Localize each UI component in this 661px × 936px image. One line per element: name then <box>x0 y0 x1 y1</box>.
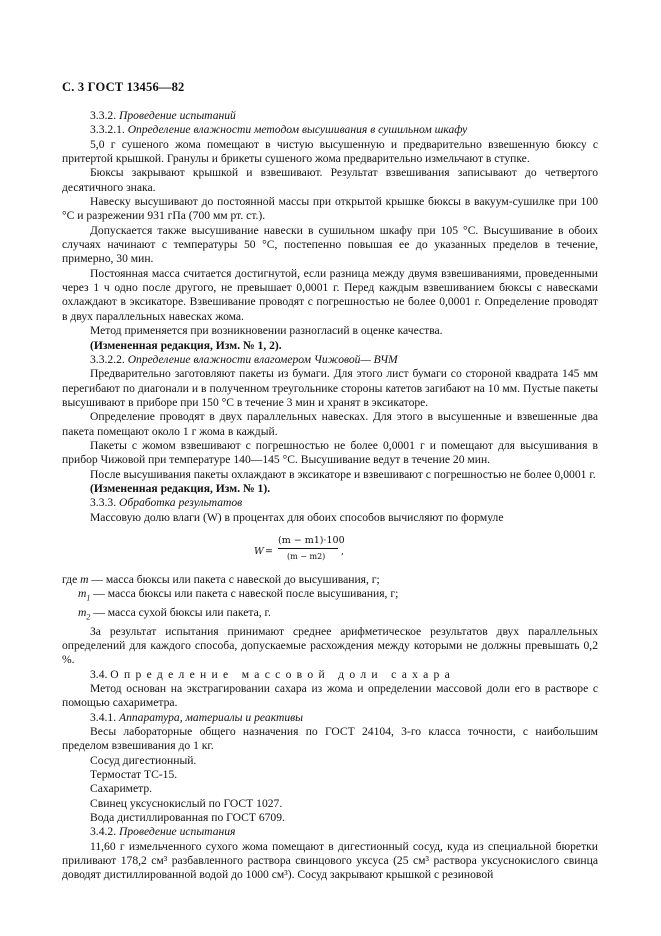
paragraph-p5 <box>62 195 598 224</box>
paragraph-q2 <box>62 668 598 682</box>
paragraph-text: Вода дистиллированная по ГОСТ 6709. <box>90 811 285 825</box>
paragraphs-block-2 <box>62 625 598 883</box>
paragraph-text: (Измененная редакция, Изм. № 1, 2). <box>90 338 282 352</box>
fraction-bar <box>278 548 338 549</box>
paragraph-text: Термостат ТС-15. <box>90 768 178 782</box>
variable-definitions <box>62 573 598 625</box>
paragraph-text: Свинец уксуснокислый по ГОСТ 1027. <box>90 796 283 810</box>
paragraph-text: Метод основан на экстрагировании сахара из жома и определении массовой доли его в растворе с помощью сахариметра. <box>62 682 598 710</box>
variable-subscript: 1 <box>86 593 91 603</box>
paragraph-text: Массовую долю влаги (W) в процентах для обоих способов вычисляют по формуле <box>90 510 504 524</box>
paragraph-text: 3.3.2. <box>90 109 119 122</box>
paragraph-text: Сосуд дигестионный. <box>90 753 197 767</box>
paragraph-p6 <box>62 224 598 267</box>
definition-text: — масса бюксы или пакета с навеской до высушивания, г; <box>88 572 380 586</box>
paragraph-q10 <box>62 811 598 825</box>
paragraph-q11 <box>62 825 598 839</box>
paragraph-q6 <box>62 754 598 768</box>
paragraph-text: Пакеты с жомом взвешивают с погрешностью не более 0,0001 г и помещают для высушивания в прибор Чижовой при температуре 140—145 °С. Высушивание ведут в течение 20 мин. <box>62 438 598 467</box>
section-title: Проведение испытаний <box>118 109 236 122</box>
paragraph-q3 <box>62 682 598 711</box>
formula-numerator: (m − m1)·100 <box>278 534 345 546</box>
paragraph-text: За результат испытания принимают среднее арифметическое результатов двух параллельных определений для каждого способа, допускаемые расхождения между которыми не должны превышать 0,2 %. <box>62 624 598 667</box>
section-title: Определение влажности методом высушивания в сушильном шкафу <box>127 123 468 137</box>
paragraph-p10 <box>62 353 598 367</box>
paragraph-text: После высушивания пакеты охлаждают в эксикаторе и взвешивают с погрешностью не более 0,0001 г. <box>90 467 596 481</box>
paragraph-text: 3.3.3. <box>90 496 119 510</box>
definition-prefix: где <box>62 572 81 586</box>
page-header: С. 3 ГОСТ 13456—82 <box>62 80 185 94</box>
formula-denominator: (m − m2) <box>287 551 326 561</box>
definition-d3 <box>62 606 598 625</box>
moisture-formula <box>62 525 598 573</box>
paragraph-p17 <box>62 511 598 525</box>
paragraph-p8 <box>62 324 598 338</box>
paragraph-p13 <box>62 439 598 468</box>
paragraph-text: Допускается также высушивание навески в сушильном шкафу при 105 °С. Высушивание в обоих случаях начинают с температуры 50 °С, постепенно повышая ее до указанных пределов в течение, примерно, 30 мин. <box>62 223 598 266</box>
paragraph-q5 <box>62 725 598 754</box>
document-body <box>62 109 598 883</box>
paragraph-p14 <box>62 468 598 482</box>
paragraph-text: 3.4.2. <box>90 825 119 839</box>
paragraph-text: Постоянная масса считается достигнутой, если разница между двумя взвешиваниями, проведенными через 1 ч одно после другого, не превышает 0,0001 г. Перед каждым взвешиванием бюксы с навесками охлаждают в эксикаторе. Взвешивание проводят с погрешностью не более 0,0001 г. Определение проводят в двух параллельных навесках жома. <box>62 266 598 323</box>
paragraph-p11 <box>62 367 598 410</box>
variable-subscript: 2 <box>86 612 91 622</box>
formula-equals: = <box>265 545 273 557</box>
paragraph-text: 3.4.1. <box>90 710 119 724</box>
paragraph-text: 3.3.2.2. <box>90 352 128 366</box>
definition-text: — масса бюксы или пакета с навеской после высушивания, г; <box>90 587 399 601</box>
paragraph-text: 11,60 г измельченного сухого жома помещают в дигестионный сосуд, куда из специальной бюретки приливают 178,2 см³ разбавленного раствора свинцового уксуса (25 см³ раствора уксуснокислого свинца доводят дистиллированной водой до 1000 см³). Сосуд закрывают крышкой с резиновой <box>62 839 598 882</box>
section-title: Аппаратура, материалы и реактивы <box>118 710 304 724</box>
paragraph-q8 <box>62 782 598 796</box>
paragraphs-block-1 <box>62 109 598 525</box>
paragraph-text: (Измененная редакция, Изм. № 1). <box>90 481 271 495</box>
paragraph-text: 3.4. <box>90 667 111 681</box>
definition-d2 <box>62 587 598 606</box>
formula-comma: , <box>341 545 345 557</box>
paragraph-q7 <box>62 768 598 782</box>
definition-text: — масса сухой бюксы или пакета, г. <box>90 605 271 619</box>
paragraph-p1 <box>62 109 598 123</box>
paragraph-p7 <box>62 267 598 324</box>
paragraph-text: Навеску высушивают до постоянной массы при открытой крышке бюксы в вакуум-сушилке при 100 °С и разрежении 931 гПа (700 мм рт. ст.). <box>62 195 598 223</box>
paragraph-text: Метод применяется при возникновении разногласий в оценке качества. <box>90 324 443 338</box>
paragraph-p15 <box>62 482 598 496</box>
section-title-spaced: Определение массовой доли сахара <box>110 667 456 681</box>
definition-d1 <box>62 573 598 587</box>
paragraph-q4 <box>62 711 598 725</box>
paragraph-text: Предварительно заготовляют пакеты из бумаги. Для этого лист бумаги со стороной квадрата 145 мм перегибают по диагонали и в полученном треугольнике стороны катетов загибают на 10 мм. Пустые пакеты высушивают в приборе при 150 °С в течение 3 мин и хранят в эксикаторе. <box>62 367 598 409</box>
section-title: Определение влажности влагомером Чижовой— ВЧМ <box>127 352 398 366</box>
paragraph-q12 <box>62 840 598 883</box>
paragraph-text: Сахариметр. <box>90 782 153 796</box>
paragraph-p16 <box>62 496 598 510</box>
variable-symbol: m <box>80 572 89 586</box>
paragraph-p12 <box>62 410 598 439</box>
paragraph-p3 <box>62 138 598 167</box>
formula-lhs: W <box>254 545 264 557</box>
variable-symbol: $m_1$ <box>78 587 91 603</box>
section-title: Проведение испытания <box>118 825 236 839</box>
paragraph-q1 <box>62 625 598 668</box>
paragraph-text: 3.3.2.1. <box>90 123 128 137</box>
paragraph-p4 <box>62 166 598 195</box>
paragraph-p9 <box>62 339 598 353</box>
paragraph-text: Весы лабораторные общего назначения по ГОСТ 24104, 3-го класса точности, с наибольшим пределом взвешивания до 1 кг. <box>62 725 598 753</box>
paragraph-q9 <box>62 797 598 811</box>
section-title: Обработка результатов <box>118 496 243 510</box>
paragraph-text: Определение проводят в двух параллельных навесках. Для этого в высушенные и взвешенные два пакета помещают около 1 г жома в каждый. <box>62 410 598 438</box>
paragraph-text: Бюксы закрывают крышкой и взвешивают. Результат взвешивания записывают до четвертого десятичного знака. <box>62 166 598 194</box>
paragraph-p2 <box>62 123 598 137</box>
paragraph-text: 5,0 г сушеного жома помещают в чистую высушенную и предварительно взвешенную бюксу с притертой крышкой. Гранулы и брикеты сушеного жома предварительно измельчают в ступке. <box>62 137 598 166</box>
variable-symbol: $m_2$ <box>78 605 91 622</box>
